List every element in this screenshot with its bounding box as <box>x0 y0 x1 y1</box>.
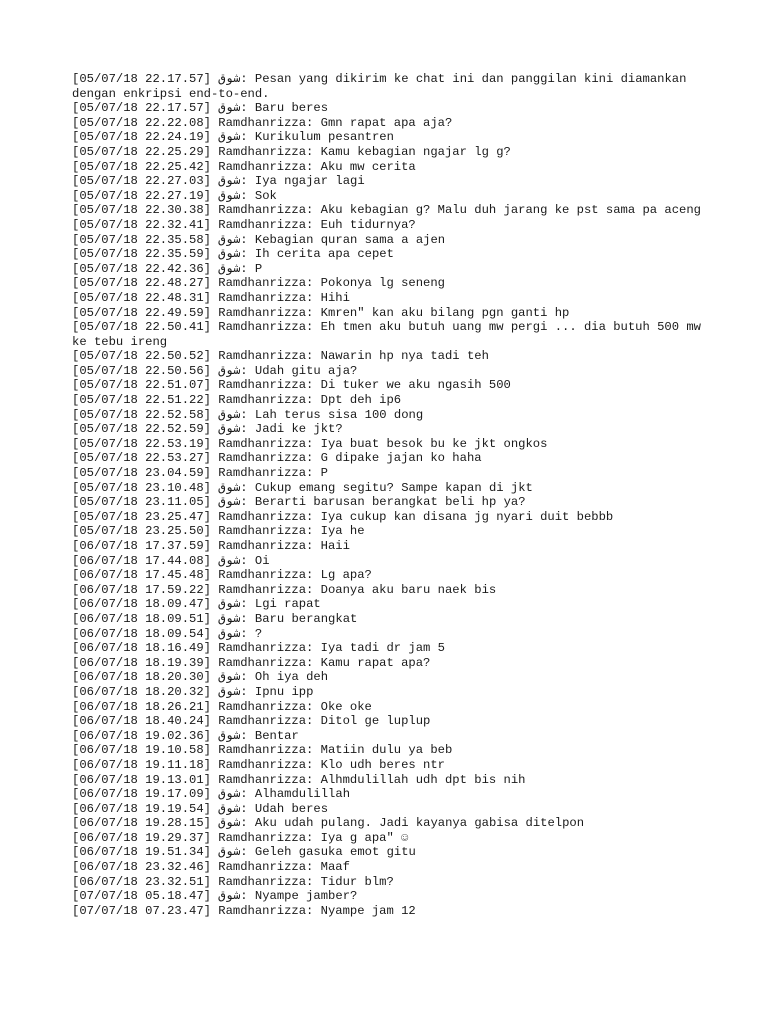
chat-message-line: [06/07/18 18.19.39] Ramdhanrizza: Kamu rapat apa? <box>72 655 431 670</box>
chat-message-line: [05/07/18 22.25.42] Ramdhanrizza: Aku mw cerita <box>72 159 416 174</box>
chat-message-line: [05/07/18 22.48.27] Ramdhanrizza: Pokonya lg seneng <box>72 276 445 291</box>
chat-message-line: [05/07/18 23.25.50] Ramdhanrizza: Iya he <box>72 524 365 539</box>
chat-message-line: [05/07/18 22.51.07] Ramdhanrizza: Di tuker we aku ngasih 500 <box>72 378 511 393</box>
chat-message-line: [06/07/18 19.13.01] Ramdhanrizza: Alhmdulillah udh dpt bis nih <box>72 772 526 787</box>
chat-message-line: [05/07/18 22.49.59] Ramdhanrizza: Kmren" kan aku bilang pgn ganti hp <box>72 305 570 320</box>
chat-message-line: [05/07/18 22.25.29] Ramdhanrizza: Kamu kebagian ngajar lg g? <box>72 144 511 159</box>
chat-message-line: [06/07/18 18.09.54] شوق: ? <box>72 626 263 641</box>
chat-message-line: [06/07/18 19.17.09] شوق: Alhamdulillah <box>72 787 351 802</box>
chat-message-line: [06/07/18 18.40.24] Ramdhanrizza: Ditol ge luplup <box>72 714 431 729</box>
chat-message-line: [05/07/18 23.10.48] شوق: Cukup emang segitu? Sampe kapan di jkt <box>72 480 533 495</box>
chat-message-line: [05/07/18 22.50.41] Ramdhanrizza: Eh tmen aku butuh uang mw pergi ... dia butuh 500 mw ke tebu ireng <box>72 320 709 349</box>
chat-message-line: [06/07/18 18.26.21] Ramdhanrizza: Oke oke <box>72 699 372 714</box>
chat-message-line: [06/07/18 17.59.22] Ramdhanrizza: Doanya aku baru naek bis <box>72 582 497 597</box>
chat-message-line: [05/07/18 22.17.57] شوق: Pesan yang dikirim ke chat ini dan panggilan kini diamankan dengan enkripsi end-to-end. <box>72 72 694 101</box>
chat-message-line: [06/07/18 19.11.18] Ramdhanrizza: Klo udh beres ntr <box>72 757 445 772</box>
chat-message-line: [05/07/18 22.27.19] شوق: Sok <box>72 188 277 203</box>
chat-message-line: [06/07/18 18.09.47] شوق: Lgi rapat <box>72 597 321 612</box>
chat-message-line: [05/07/18 22.52.58] شوق: Lah terus sisa 100 dong <box>72 407 424 422</box>
chat-message-line: [05/07/18 22.35.59] شوق: Ih cerita apa cepet <box>72 247 394 262</box>
chat-message-line: [06/07/18 18.09.51] شوق: Baru berangkat <box>72 611 358 626</box>
chat-message-line: [05/07/18 22.22.08] Ramdhanrizza: Gmn rapat apa aja? <box>72 115 453 130</box>
chat-message-line: [05/07/18 22.50.56] شوق: Udah gitu aja? <box>72 363 358 378</box>
chat-message-line: [05/07/18 22.53.27] Ramdhanrizza: G dipake jajan ko haha <box>72 451 482 466</box>
chat-message-line: [06/07/18 19.19.54] شوق: Udah beres <box>72 801 329 816</box>
chat-message-line: [05/07/18 22.51.22] Ramdhanrizza: Dpt deh ip6 <box>72 393 402 408</box>
chat-message-line: [05/07/18 22.30.38] Ramdhanrizza: Aku kebagian g? Malu duh jarang ke pst sama pa aceng <box>72 203 701 218</box>
chat-message-line: [05/07/18 22.17.57] شوق: Baru beres <box>72 101 329 116</box>
chat-message-line: [05/07/18 22.27.03] شوق: Iya ngajar lagi <box>72 174 365 189</box>
chat-log <box>72 72 712 918</box>
chat-message-line: [05/07/18 22.48.31] Ramdhanrizza: Hihi <box>72 290 350 305</box>
chat-message-line: [07/07/18 07.23.47] Ramdhanrizza: Nyampe jam 12 <box>72 903 416 918</box>
chat-message-line: [06/07/18 17.44.08] شوق: Oi <box>72 553 270 568</box>
chat-message-line: [06/07/18 18.16.49] Ramdhanrizza: Iya tadi dr jam 5 <box>72 641 445 656</box>
chat-message-line: [05/07/18 22.24.19] شوق: Kurikulum pesantren <box>72 130 394 145</box>
chat-message-line: [05/07/18 23.04.59] Ramdhanrizza: P <box>72 466 328 481</box>
chat-message-line: [06/07/18 19.02.36] شوق: Bentar <box>72 728 299 743</box>
chat-message-line: [05/07/18 22.50.52] Ramdhanrizza: Nawarin hp nya tadi teh <box>72 349 489 364</box>
chat-message-line: [05/07/18 22.42.36] شوق: P <box>72 261 263 276</box>
chat-message-line: [06/07/18 19.28.15] شوق: Aku udah pulang. Jadi kayanya gabisa ditelpon <box>72 816 585 831</box>
chat-message-line: [06/07/18 23.32.46] Ramdhanrizza: Maaf <box>72 860 350 875</box>
chat-message-line: [06/07/18 18.20.32] شوق: Ipnu ipp <box>72 684 314 699</box>
chat-message-line: [06/07/18 17.37.59] Ramdhanrizza: Haii <box>72 539 350 553</box>
chat-message-line: [05/07/18 23.11.05] شوق: Berarti barusan berangkat beli hp ya? <box>72 495 526 510</box>
chat-message-line: [05/07/18 22.35.58] شوق: Kebagian quran sama a ajen <box>72 232 446 247</box>
chat-message-line: [05/07/18 22.32.41] Ramdhanrizza: Euh tidurnya? <box>72 217 416 232</box>
chat-message-line: [06/07/18 19.10.58] Ramdhanrizza: Matiin dulu ya beb <box>72 743 453 758</box>
chat-message-line: [06/07/18 19.51.34] شوق: Geleh gasuka emot gitu <box>72 845 416 860</box>
chat-message-line: [06/07/18 19.29.37] Ramdhanrizza: Iya g apa" ☺ <box>72 830 409 845</box>
chat-message-line: [07/07/18 05.18.47] شوق: Nyampe jamber? <box>72 889 358 904</box>
chat-message-line: [05/07/18 23.25.47] Ramdhanrizza: Iya cukup kan disana jg nyari duit bebbb <box>72 509 614 524</box>
chat-message-line: [05/07/18 22.53.19] Ramdhanrizza: Iya buat besok bu ke jkt ongkos <box>72 436 548 451</box>
chat-message-line: [06/07/18 18.20.30] شوق: Oh iya deh <box>72 670 329 685</box>
chat-message-line: [05/07/18 22.52.59] شوق: Jadi ke jkt? <box>72 422 343 437</box>
chat-message-line: [06/07/18 23.32.51] Ramdhanrizza: Tidur blm? <box>72 874 394 889</box>
chat-message-line: [06/07/18 17.45.48] Ramdhanrizza: Lg apa? <box>72 568 372 583</box>
